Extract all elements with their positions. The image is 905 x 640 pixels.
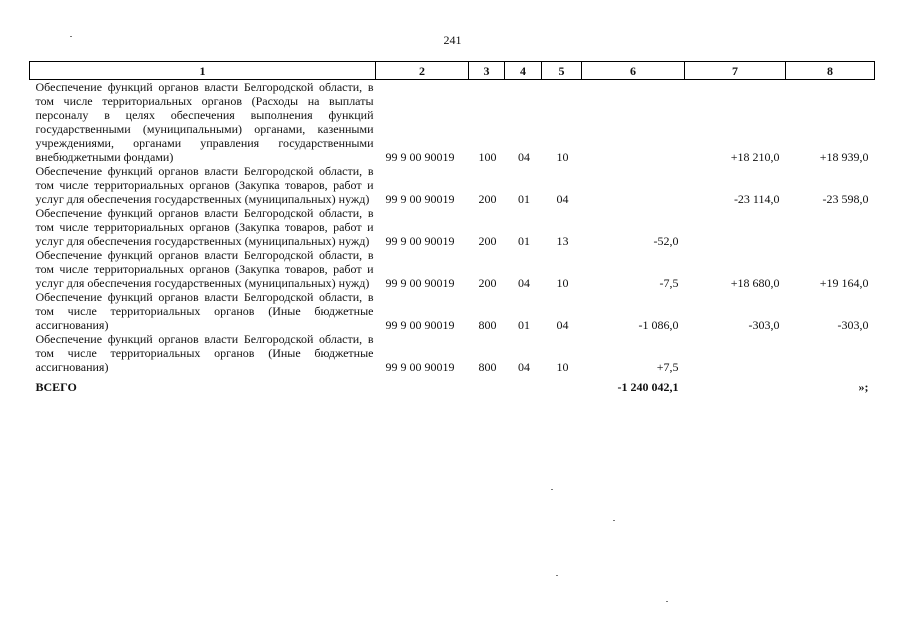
row-c4: 01 xyxy=(518,192,530,206)
total-row xyxy=(30,374,875,394)
row-c7 xyxy=(685,206,786,248)
row-c4: 04 xyxy=(518,276,530,290)
row-c8: +18 939,0 xyxy=(819,150,869,164)
row-c6 xyxy=(582,164,685,206)
row-c5: 13 xyxy=(556,234,569,248)
header-col-5: 5 xyxy=(542,62,582,80)
row-c3: 200 xyxy=(478,192,497,206)
table-row xyxy=(30,290,875,332)
row-c6: -7,5 xyxy=(659,276,679,290)
total-label: ВСЕГО xyxy=(35,380,77,394)
scan-speck xyxy=(551,489,553,490)
row-c8 xyxy=(786,332,875,374)
budget-table xyxy=(29,61,875,394)
row-code: 99 9 00 90019 xyxy=(385,318,455,332)
row-c5: 10 xyxy=(556,150,569,164)
header-col-7: 7 xyxy=(685,62,786,80)
header-col-1: 1 xyxy=(30,62,376,80)
row-code: 99 9 00 90019 xyxy=(385,192,455,206)
row-c5: 04 xyxy=(556,318,569,332)
scan-speck xyxy=(613,520,615,521)
row-c6: -52,0 xyxy=(653,234,679,248)
row-description: Обеспечение функций органов власти Белгородской области, в том числе территориальных органов (Расходы на выплаты персоналу в целях обеспечения выполнения функций государственными (муниципальными) органами, казенными учреждениями, органами управления государственными внебюджетными фондами) xyxy=(35,80,374,164)
table-row xyxy=(30,164,875,206)
row-description: Обеспечение функций органов власти Белгородской области, в том числе территориальных органов (Иные бюджетные ассигнования) xyxy=(35,332,374,374)
page-number: 241 xyxy=(443,33,462,47)
row-c3: 200 xyxy=(478,234,497,248)
row-description: Обеспечение функций органов власти Белгородской области, в том числе территориальных органов (Иные бюджетные ассигнования) xyxy=(35,290,374,332)
row-c7 xyxy=(685,332,786,374)
closing-quote: »; xyxy=(858,380,869,394)
header-col-3: 3 xyxy=(469,62,505,80)
row-c3: 800 xyxy=(478,360,497,374)
row-c8: -23 598,0 xyxy=(822,192,869,206)
row-c8: -303,0 xyxy=(837,318,869,332)
table-row xyxy=(30,332,875,374)
row-code: 99 9 00 90019 xyxy=(385,276,455,290)
row-c8 xyxy=(786,206,875,248)
row-c5: 04 xyxy=(556,192,569,206)
row-c7: +18 680,0 xyxy=(730,276,780,290)
header-row xyxy=(30,62,875,80)
row-code: 99 9 00 90019 xyxy=(385,150,455,164)
row-c4: 01 xyxy=(518,234,530,248)
row-c6: -1 086,0 xyxy=(638,318,679,332)
scan-speck xyxy=(666,601,668,602)
row-description: Обеспечение функций органов власти Белгородской области, в том числе территориальных органов (Закупка товаров, работ и услуг для обеспечения государственных (муниципальных) нужд) xyxy=(35,206,374,248)
scan-speck xyxy=(556,575,558,576)
row-c4: 01 xyxy=(518,318,530,332)
row-c5: 10 xyxy=(556,360,569,374)
table-row xyxy=(30,248,875,290)
table-row xyxy=(30,206,875,248)
row-code: 99 9 00 90019 xyxy=(385,360,455,374)
row-c3: 800 xyxy=(478,318,497,332)
header-col-6: 6 xyxy=(582,62,685,80)
row-c8: +19 164,0 xyxy=(819,276,869,290)
header-col-4: 4 xyxy=(505,62,542,80)
row-description: Обеспечение функций органов власти Белгородской области, в том числе территориальных органов (Закупка товаров, работ и услуг для обеспечения государственных (муниципальных) нужд) xyxy=(35,164,374,206)
row-c6: +7,5 xyxy=(656,360,679,374)
header-col-2: 2 xyxy=(376,62,469,80)
row-c7: -23 114,0 xyxy=(733,192,780,206)
row-description: Обеспечение функций органов власти Белгородской области, в том числе территориальных органов (Закупка товаров, работ и услуг для обеспечения государственных (муниципальных) нужд) xyxy=(35,248,374,290)
row-c3: 200 xyxy=(478,276,497,290)
row-c3: 100 xyxy=(478,150,497,164)
row-c7: -303,0 xyxy=(748,318,780,332)
row-code: 99 9 00 90019 xyxy=(385,234,455,248)
header-col-8: 8 xyxy=(786,62,875,80)
table-row xyxy=(30,80,875,165)
row-c7: +18 210,0 xyxy=(730,150,780,164)
row-c5: 10 xyxy=(556,276,569,290)
row-c4: 04 xyxy=(518,150,530,164)
row-c4: 04 xyxy=(518,360,530,374)
total-value: -1 240 042,1 xyxy=(617,380,679,394)
row-c6 xyxy=(582,80,685,165)
scan-speck xyxy=(70,36,72,37)
